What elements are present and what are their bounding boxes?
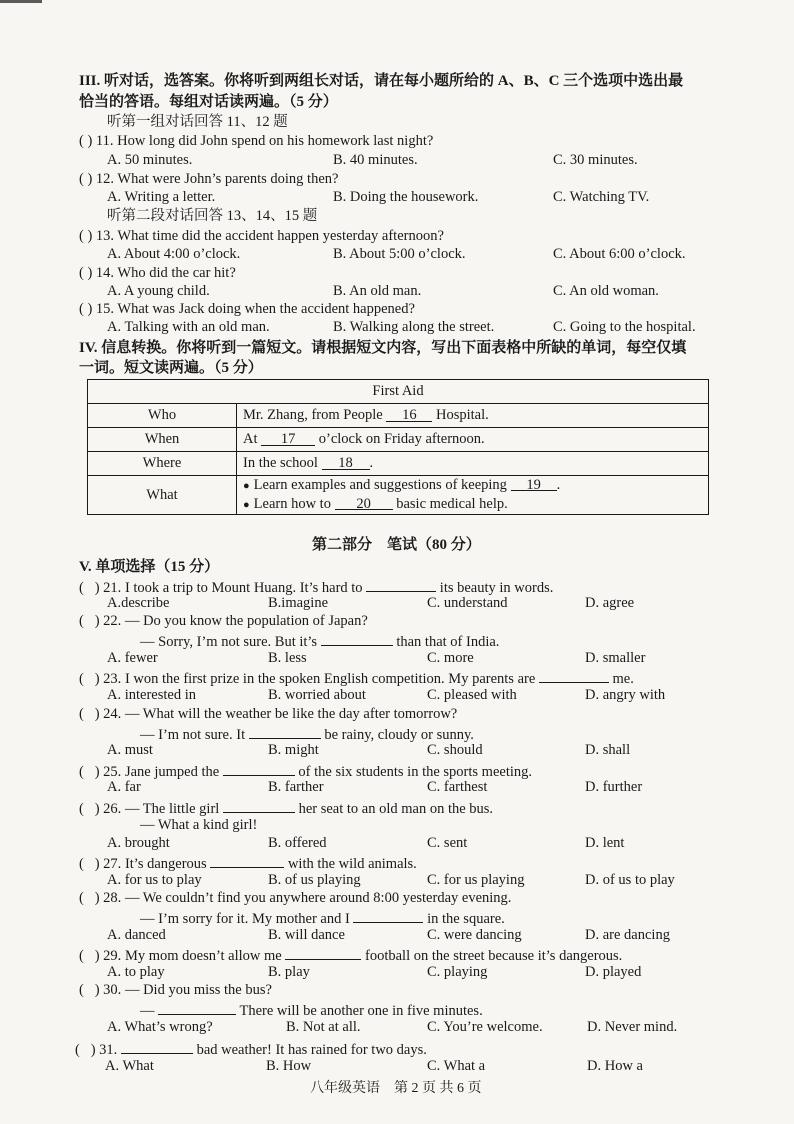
stem-text: There will be another one in five minutes. bbox=[239, 1003, 483, 1019]
stem-text: It’s dangerous bbox=[124, 856, 207, 872]
stem-text: — I’m sorry for it. My mother and I bbox=[140, 911, 350, 927]
q13-option-b: B. About 5:00 o’clock. bbox=[333, 246, 466, 262]
q30-option-d: D. Never mind. bbox=[587, 1019, 678, 1035]
q27-option-d: D. of us to play bbox=[585, 872, 675, 888]
part2-title: 第二部分 笔试（80 分） bbox=[312, 537, 481, 553]
blank-19[interactable]: 19 bbox=[511, 476, 557, 491]
q26-line2: — What a kind girl! bbox=[140, 817, 258, 833]
q24-stem bbox=[79, 706, 457, 723]
q26-option-b: B. offered bbox=[268, 835, 327, 851]
answer-paren: ( bbox=[79, 982, 84, 998]
answer-paren: ( bbox=[79, 580, 84, 596]
stem-text: with the wild animals. bbox=[287, 856, 417, 872]
row-label-what: What bbox=[88, 476, 237, 515]
stem-text: Jane jumped the bbox=[124, 764, 220, 780]
q30-option-a: A. What’s wrong? bbox=[107, 1019, 213, 1035]
q25-option-d: D. further bbox=[585, 779, 643, 795]
stem-text: bad weather! It has rained for two days. bbox=[196, 1042, 427, 1058]
row-text: Learn how to bbox=[253, 496, 331, 512]
q31-stem bbox=[75, 1039, 427, 1059]
q31-option-c: C. What a bbox=[427, 1058, 486, 1074]
q22-option-c: C. more bbox=[427, 650, 474, 666]
q24-option-c: C. should bbox=[427, 742, 483, 758]
row-label-where: Where bbox=[88, 452, 237, 476]
q29-option-d: D. played bbox=[585, 964, 642, 980]
question-number: ) 28. bbox=[94, 890, 122, 906]
q13-option-c: C. About 6:00 o’clock. bbox=[553, 246, 686, 262]
stem-text: in the square. bbox=[427, 911, 505, 927]
q27-option-b: B. of us playing bbox=[268, 872, 361, 888]
table-title: First Aid bbox=[88, 380, 709, 404]
answer-paren: ( bbox=[79, 890, 84, 906]
row-text: o’clock on Friday afternoon. bbox=[318, 431, 485, 447]
answer-blank[interactable] bbox=[353, 908, 423, 923]
section3-group2: 听第二段对话回答 13、14、15 题 bbox=[107, 208, 318, 224]
first-aid-table bbox=[87, 379, 709, 515]
table-row bbox=[88, 428, 709, 452]
q30-stem bbox=[79, 982, 272, 999]
q23-option-d: D. angry with bbox=[585, 687, 666, 703]
stem-text: than that of India. bbox=[396, 634, 500, 650]
q21-option-b: B.imagine bbox=[268, 595, 329, 611]
q22-option-b: B. less bbox=[268, 650, 307, 666]
q12-option-a: A. Writing a letter. bbox=[107, 189, 216, 205]
q24-option-d: D. shall bbox=[585, 742, 631, 758]
answer-paren: ( bbox=[79, 764, 84, 780]
question-number: ) 23. bbox=[94, 671, 122, 687]
table-row bbox=[88, 476, 709, 515]
answer-blank[interactable] bbox=[249, 724, 321, 739]
row-text: basic medical help. bbox=[396, 496, 508, 512]
q29-option-a: A. to play bbox=[107, 964, 165, 980]
q21-option-c: C. understand bbox=[427, 595, 508, 611]
q12-option-c: C. Watching TV. bbox=[553, 189, 650, 205]
q24-option-a: A. must bbox=[107, 742, 153, 758]
q21-option-d: D. agree bbox=[585, 595, 635, 611]
stem-text: — I’m not sure. It bbox=[140, 727, 246, 743]
stem-text: — What will the weather be like the day after tomorrow? bbox=[124, 706, 458, 722]
q13-option-a: A. About 4:00 o’clock. bbox=[107, 246, 241, 262]
stem-text: its beauty in words. bbox=[439, 580, 554, 596]
q29-option-c: C. playing bbox=[427, 964, 488, 980]
section3-header-line2: 恰当的答语。每组对话读两遍。（5 分） bbox=[79, 94, 338, 110]
stem-text: I won the first prize in the spoken English competition. My parents are bbox=[124, 671, 536, 687]
question-13-stem: ( ) 13. What time did the accident happen yesterday afternoon? bbox=[79, 228, 444, 244]
bullet-icon: ● bbox=[243, 499, 250, 511]
q31-option-b: B. How bbox=[266, 1058, 312, 1074]
answer-paren: ( bbox=[79, 801, 84, 817]
section4-header-line2: 一词。短文读两遍。（5 分） bbox=[79, 360, 263, 376]
q22-option-d: D. smaller bbox=[585, 650, 646, 666]
q26-option-c: C. sent bbox=[427, 835, 468, 851]
q14-option-c: C. An old woman. bbox=[553, 283, 659, 299]
answer-blank[interactable] bbox=[285, 945, 361, 960]
answer-paren: ( bbox=[79, 613, 84, 629]
stem-text: me. bbox=[612, 671, 634, 687]
q28-line2 bbox=[140, 908, 505, 928]
q11-option-c: C. 30 minutes. bbox=[553, 152, 638, 168]
answer-blank[interactable] bbox=[121, 1039, 193, 1054]
stem-text: — Do you know the population of Japan? bbox=[124, 613, 368, 629]
row-text: At bbox=[243, 431, 258, 447]
stem-text: her seat to an old man on the bus. bbox=[298, 801, 494, 817]
q22-option-a: A. fewer bbox=[107, 650, 158, 666]
q11-option-b: B. 40 minutes. bbox=[333, 152, 418, 168]
question-number: ) 25. bbox=[94, 764, 122, 780]
stem-text: — bbox=[140, 1003, 155, 1019]
q12-option-b: B. Doing the housework. bbox=[333, 189, 479, 205]
question-number: ) 31. bbox=[90, 1042, 118, 1058]
stem-text: — We couldn’t find you anywhere around 8:00 yesterday evening. bbox=[124, 890, 512, 906]
q24-option-b: B. might bbox=[268, 742, 319, 758]
table-row bbox=[88, 452, 709, 476]
row-label-who: Who bbox=[88, 404, 237, 428]
q31-option-a: A. What bbox=[105, 1058, 154, 1074]
table-row bbox=[88, 404, 709, 428]
answer-paren: ( bbox=[79, 671, 84, 687]
q28-option-a: A. danced bbox=[107, 927, 166, 943]
row-text: . bbox=[556, 477, 561, 493]
q28-option-b: B. will dance bbox=[268, 927, 345, 943]
q21-option-a: A.describe bbox=[107, 595, 170, 611]
q24-line2 bbox=[140, 724, 474, 744]
row-text: In the school bbox=[243, 455, 318, 471]
q23-option-c: C. pleased with bbox=[427, 687, 517, 703]
row-content-where bbox=[237, 452, 709, 476]
stem-text: — Sorry, I’m not sure. But it’s bbox=[140, 634, 318, 650]
answer-blank[interactable] bbox=[223, 798, 295, 813]
blank-16[interactable]: 16 bbox=[386, 407, 432, 422]
question-12-stem: ( ) 12. What were John’s parents doing then? bbox=[79, 171, 339, 187]
answer-blank[interactable] bbox=[366, 577, 436, 592]
answer-blank[interactable] bbox=[158, 1000, 236, 1015]
answer-blank[interactable] bbox=[539, 668, 609, 683]
q25-stem bbox=[79, 761, 532, 781]
section3-group1: 听第一组对话回答 11、12 题 bbox=[107, 114, 288, 130]
q22-stem bbox=[79, 613, 368, 630]
row-label-when: When bbox=[88, 428, 237, 452]
answer-blank[interactable] bbox=[210, 853, 284, 868]
q11-option-a: A. 50 minutes. bbox=[107, 152, 193, 168]
row-text: Mr. Zhang, from People bbox=[243, 407, 383, 423]
blank-18[interactable]: 18 bbox=[322, 455, 370, 470]
question-number: ) 21. bbox=[94, 580, 122, 596]
q23-option-b: B. worried about bbox=[268, 687, 366, 703]
q26-stem bbox=[79, 798, 493, 818]
stem-text: be rainy, cloudy or sunny. bbox=[324, 727, 474, 743]
question-number: ) 27. bbox=[94, 856, 122, 872]
blank-17[interactable]: 17 bbox=[261, 431, 315, 446]
question-number: ) 24. bbox=[94, 706, 122, 722]
answer-paren: ( bbox=[75, 1042, 80, 1058]
question-number: ) 29. bbox=[94, 948, 122, 964]
q15-option-a: A. Talking with an old man. bbox=[107, 319, 270, 335]
q30-option-c: C. You’re welcome. bbox=[427, 1019, 543, 1035]
q29-stem bbox=[79, 945, 622, 965]
q21-stem bbox=[79, 577, 553, 597]
q14-option-b: B. An old man. bbox=[333, 283, 422, 299]
stem-text: I took a trip to Mount Huang. It’s hard to bbox=[124, 580, 363, 596]
stem-text: football on the street because it’s dangerous. bbox=[365, 948, 623, 964]
question-number: ) 22. bbox=[94, 613, 122, 629]
stem-text: of the six students in the sports meeting. bbox=[298, 764, 533, 780]
q29-option-b: B. play bbox=[268, 964, 310, 980]
page-footer: 八年级英语 第 2 页 共 6 页 bbox=[310, 1081, 482, 1096]
question-number: ) 30. bbox=[94, 982, 122, 998]
q25-option-a: A. far bbox=[107, 779, 141, 795]
row-text: Hospital. bbox=[436, 407, 489, 423]
q22-line2 bbox=[140, 631, 499, 651]
q23-option-a: A. interested in bbox=[107, 687, 196, 703]
answer-paren: ( bbox=[79, 856, 84, 872]
section5-header: V. 单项选择（15 分） bbox=[79, 559, 220, 575]
q27-option-c: C. for us playing bbox=[427, 872, 525, 888]
q27-option-a: A. for us to play bbox=[107, 872, 202, 888]
row-text: Learn examples and suggestions of keeping bbox=[253, 477, 507, 493]
q26-option-a: A. brought bbox=[107, 835, 170, 851]
q15-option-c: C. Going to the hospital. bbox=[553, 319, 696, 335]
q25-option-c: C. farthest bbox=[427, 779, 488, 795]
answer-blank[interactable] bbox=[223, 761, 295, 776]
section3-header-line1: III. 听对话，选答案。你将听到两组长对话，请在每小题所给的 A、B、C 三个选项中选出最 bbox=[79, 73, 684, 89]
row-content-what bbox=[237, 476, 709, 515]
answer-blank[interactable] bbox=[321, 631, 393, 646]
scan-edge-mark bbox=[0, 0, 42, 3]
stem-text: My mom doesn’t allow me bbox=[124, 948, 282, 964]
question-11-stem: ( ) 11. How long did John spend on his homework last night? bbox=[79, 133, 434, 149]
stem-text: — Did you miss the bus? bbox=[124, 982, 272, 998]
section4-header-line1: IV. 信息转换。你将听到一篇短文。请根据短文内容，写出下面表格中所缺的单词，每空仅填 bbox=[79, 340, 687, 356]
q31-option-d: D. How a bbox=[587, 1058, 643, 1074]
q28-stem bbox=[79, 890, 511, 907]
q26-option-d: D. lent bbox=[585, 835, 625, 851]
row-content-who bbox=[237, 404, 709, 428]
blank-20[interactable]: 20 bbox=[335, 495, 393, 510]
row-text: . bbox=[369, 455, 374, 471]
q28-option-c: C. were dancing bbox=[427, 927, 522, 943]
q25-option-b: B. farther bbox=[268, 779, 324, 795]
q23-stem bbox=[79, 668, 634, 688]
question-number: ) 26. bbox=[94, 801, 122, 817]
q27-stem bbox=[79, 853, 417, 873]
stem-text: — The little girl bbox=[124, 801, 220, 817]
q30-option-b: B. Not at all. bbox=[286, 1019, 361, 1035]
row-content-when bbox=[237, 428, 709, 452]
answer-paren: ( bbox=[79, 948, 84, 964]
q30-line2 bbox=[140, 1000, 483, 1020]
bullet-icon: ● bbox=[243, 480, 250, 492]
q14-option-a: A. A young child. bbox=[107, 283, 210, 299]
question-14-stem: ( ) 14. Who did the car hit? bbox=[79, 265, 236, 281]
q28-option-d: D. are dancing bbox=[585, 927, 670, 943]
question-15-stem: ( ) 15. What was Jack doing when the accident happened? bbox=[79, 301, 415, 317]
q15-option-b: B. Walking along the street. bbox=[333, 319, 495, 335]
answer-paren: ( bbox=[79, 706, 84, 722]
